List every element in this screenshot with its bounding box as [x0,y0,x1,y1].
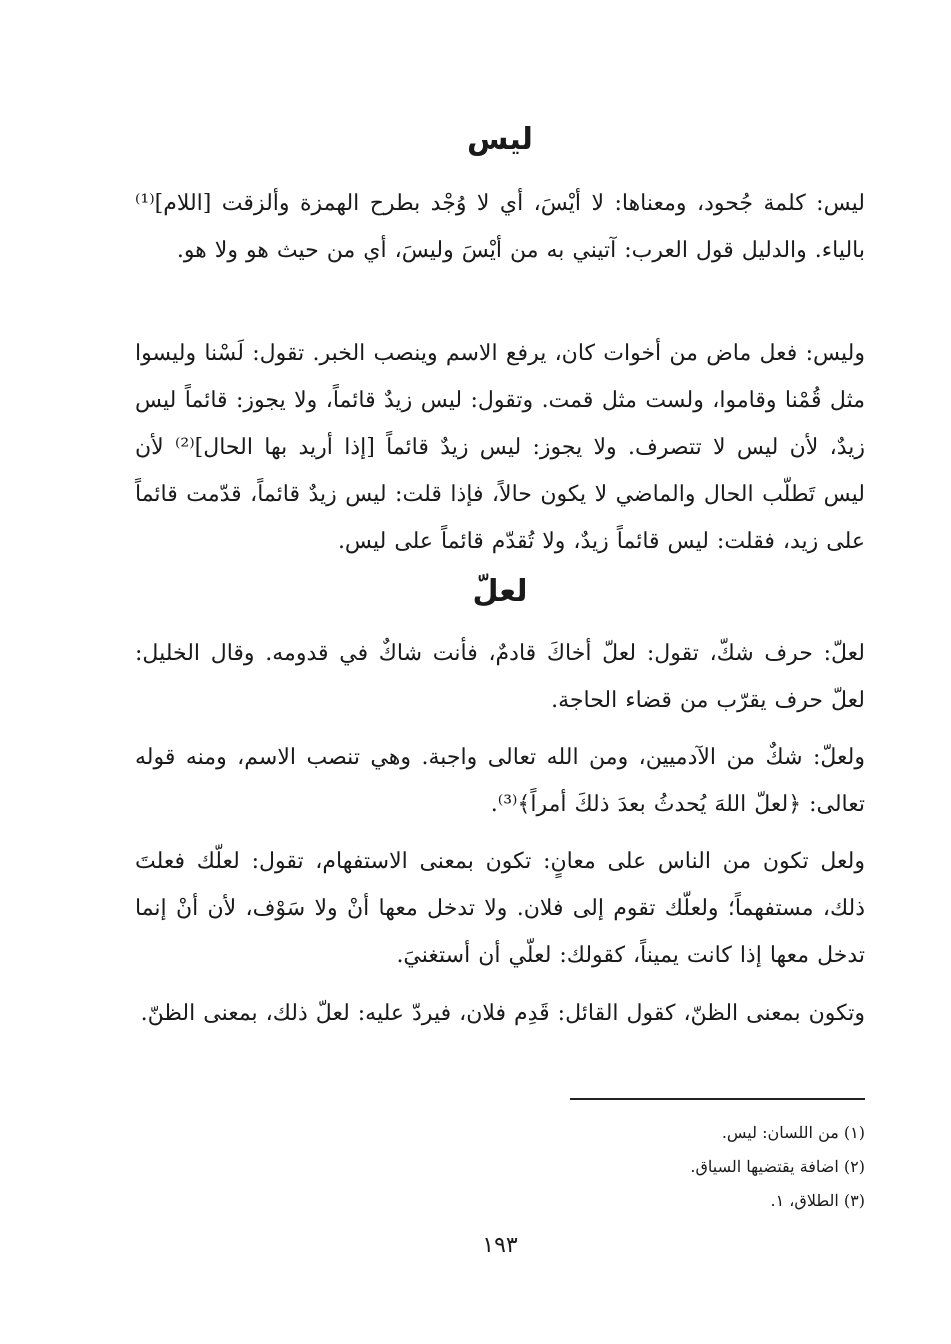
footnote-1: (١) من اللسان: ليس. [721,1123,865,1142]
footnote-separator [570,1098,865,1100]
paragraph-laysa-grammar: وليس: فعل ماض من أخوات كان، يرفع الاسم وينصب الخبر. تقول: لَسْنا وليسوا مثل قُمْنا وقاموا، ولست مثل قمت. وتقول: ليس زيدٌ قائماً، ولا يجوز: قائماً ليس زيدٌ، لأن ليس لا تتصرف. ولا يجوز: ليس زيدٌ قائماً [إذا أريد بها الحال]⁽²⁾ لأن ليس تَطلّب الحال والماضي لا يكون حالاً، فإذا قلت: ليس زيدٌ قائماً، قدّمت قائماً على زيد، فقلت: ليس قائماً زيدٌ، ولا تُقدّم قائماً على ليس. [135,341,865,554]
paragraph-laalla-meanings: ولعل تكون من الناس على معانٍ: تكون بمعنى الاستفهام، تقول: لعلّك فعلتَ ذلك، مستفهماً؛ ولعلّك تقوم إلى فلان. ولا تدخل معها أنْ ولا سَوْف، لأن أنْ إنما تدخل معها إذا كانت يميناً، كقولك: لعلّي أن أستغنيَ. [135,849,865,968]
page-number: ١٩٣ [482,1233,518,1258]
paragraph-laalla-zann: وتكون بمعنى الظنّ، كقول القائل: قَدِم فلان، فيردّ عليه: لعلّ ذلك، بمعنى الظنّ. [140,1001,865,1026]
footnote-2: (٢) اضافة يقتضيها السياق. [690,1157,865,1176]
paragraph-laalla-quran: ولعلّ: شكٌ من الآدميين، ومن الله تعالى واجبة. وهي تنصب الاسم، ومنه قوله تعالى: ﴿لعلّ اللهَ يُحدثُ بعدَ ذلكَ أمراً﴾⁽³⁾. [135,745,865,817]
section-heading-laysa: ليس [467,122,533,157]
paragraph-laalla-definition: لعلّ: حرف شكّ، تقول: لعلّ أخاكَ قادمٌ، فأنت شاكٌ في قدومه. وقال الخليل: لعلّ حرف يقرّب من قضاء الحاجة. [135,641,865,713]
footnote-3: (٣) الطلاق، ١. [770,1191,865,1210]
section-heading-laalla: لعلّ [472,574,528,609]
paragraph-laysa-definition: ليس: كلمة جُحود، ومعناها: لا أيْسَ، أي لا وُجْد بطرح الهمزة وألزقت [اللام]⁽¹⁾ بالياء. والدليل قول العرب: آتيني به من أيْسَ وليسَ، أي من حيث هو ولا هو. [135,191,865,263]
